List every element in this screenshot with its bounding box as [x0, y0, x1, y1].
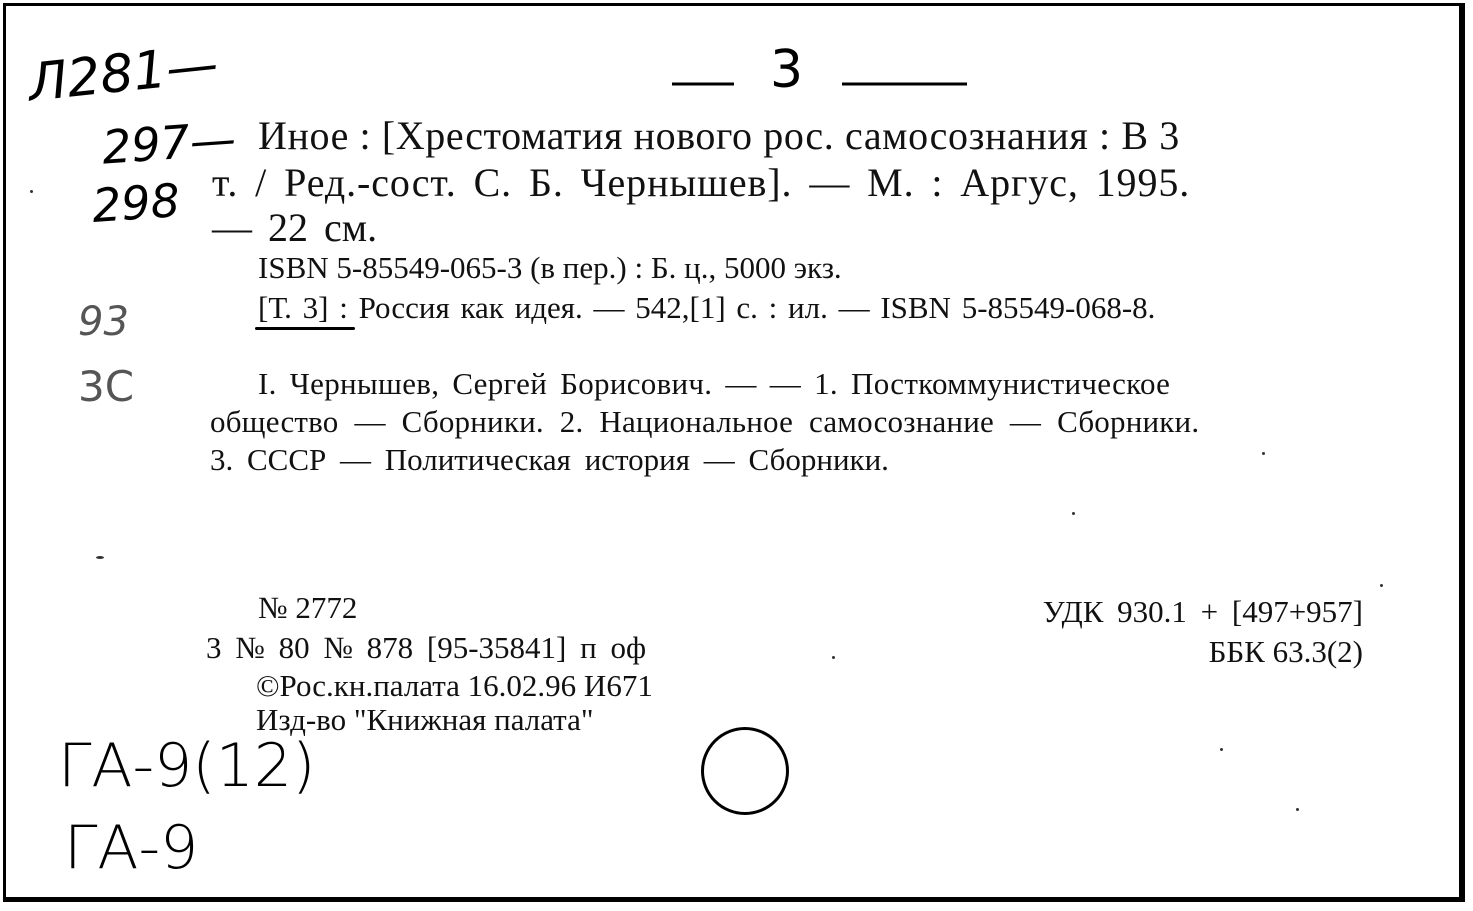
copyright-line: ©Рос.кн.палата 16.02.96 И671: [256, 668, 653, 703]
handwritten-297: 297—: [100, 111, 238, 175]
handwritten-ga9: ГА-9: [64, 813, 199, 883]
publisher-line: Изд-во "Книжная палата": [256, 702, 594, 737]
subjects-line-2: общество — Сборники. 2. Национальное самосознание — Сборники.: [210, 404, 1200, 439]
handwritten-3c: 3С: [78, 362, 135, 411]
card-number: № 2772: [258, 590, 358, 625]
speck: [1220, 748, 1223, 751]
entry-line-3: — 22 см.: [212, 205, 378, 250]
speck: [1296, 808, 1299, 811]
bbk-code: ББК 63.3(2): [1208, 634, 1363, 669]
entry-line-2: т. / Ред.-сост. С. Б. Чернышев]. — М. : Аргус, 1995.: [212, 160, 1191, 205]
speck: [30, 190, 33, 193]
subjects-line-1: I. Чернышев, Сергей Борисович. — — 1. Посткоммунистическое: [258, 366, 1171, 401]
subjects-line-3: 3. СССР — Политическая история — Сборники.: [210, 442, 889, 477]
handwritten-298: 298: [90, 173, 182, 233]
handwritten-ga9-12: ГА-9(12): [58, 731, 316, 801]
udk-code: УДК 930.1 + [497+957]: [1042, 594, 1363, 629]
handwritten-call-number: Л281—: [25, 34, 221, 114]
speck: [96, 556, 104, 559]
entry-line-1: Иное : [Хрестоматия нового рос. самосознания : В 3: [258, 113, 1180, 158]
order-line: 3 № 80 № 878 [95-35841] п оф: [206, 630, 647, 665]
speck: [1380, 584, 1383, 587]
speck: [1072, 512, 1075, 515]
speck: [1262, 452, 1265, 455]
volume-line: [Т. 3] : Россия как идея. — 542,[1] с. : ил. — ISBN 5-85549-068-8.: [258, 290, 1156, 325]
page-number-dashes: [672, 50, 972, 100]
volume-underline: [255, 327, 355, 330]
isbn-line: ISBN 5-85549-065-3 (в пер.) : Б. ц., 5000 экз.: [258, 250, 842, 285]
punch-hole: [701, 727, 789, 815]
page-number: 3: [770, 40, 804, 100]
handwritten-93: 93: [78, 299, 129, 345]
speck: [832, 656, 835, 659]
